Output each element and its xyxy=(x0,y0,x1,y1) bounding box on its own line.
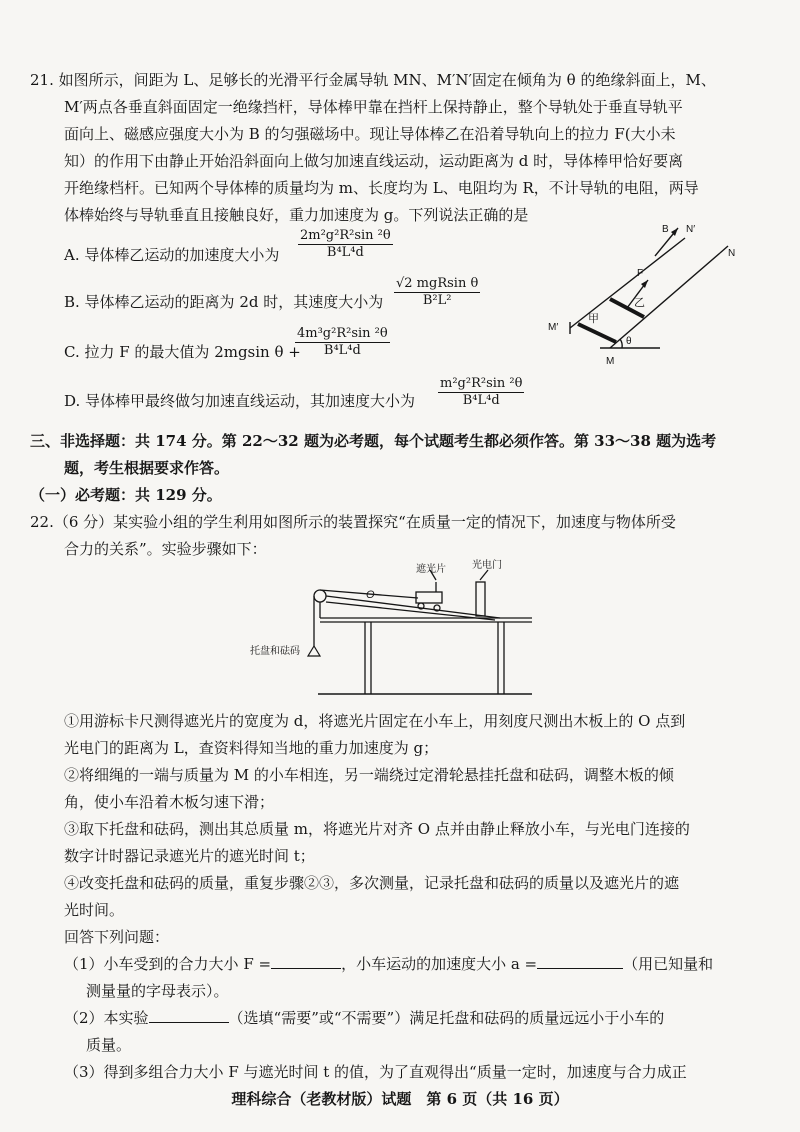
q21-line-3: 面向上、磁感应强度大小为 B 的匀强磁场中。现让导体棒乙在沿着导轨向上的拉力 F(大小未 xyxy=(64,125,676,143)
answer-intro: 回答下列问题： xyxy=(64,928,170,946)
option-b-numerator: √2 mgRsin θ xyxy=(396,276,479,291)
answer-blank-requirement[interactable] xyxy=(149,1022,229,1023)
option-a-numerator: 2m²g²R²sin ²θ xyxy=(300,228,391,243)
label-jia: 甲 xyxy=(588,313,599,325)
label-yi: 乙 xyxy=(634,297,645,309)
q22-step-1b: 光电门的距离为 L，查资料得知当地的重力加速度为 g； xyxy=(64,739,439,757)
q22-step-3b: 数字计时器记录遮光片的遮光时间 t； xyxy=(64,847,315,865)
section-3-line-2: 题，考生根据要求作答。 xyxy=(64,459,230,477)
q21-line-6: 体棒始终与导轨垂直且接触良好，重力加速度为 g。下列说法正确的是 xyxy=(64,206,529,224)
q22-step-4b: 光时间。 xyxy=(64,901,125,919)
sub-question-1-text-b: ，小车运动的加速度大小 a = xyxy=(341,955,538,973)
section-3-subheading: （一）必考题：共 129 分。 xyxy=(30,486,222,504)
sub-question-1-text-a: （1）小车受到的合力大小 F = xyxy=(64,955,272,973)
label-o: O xyxy=(366,589,375,601)
label-b: B xyxy=(662,224,669,235)
option-d-denominator: B⁴L⁴d xyxy=(462,393,500,408)
option-b-fraction xyxy=(394,276,480,309)
sub-question-3: （3）得到多组合力大小 F 与遮光时间 t 的值，为了直观得出“质量一定时，加速度与合力成正 xyxy=(64,1063,687,1081)
q21-line-2: M′两点各垂直斜面固定一绝缘挡杆，导体棒甲靠在挡杆上保持静止，整个导轨处于垂直导轨平 xyxy=(64,98,683,116)
section-3-line-1: 三、非选择题：共 174 分。第 22～32 题为必考题，每个试题考生都必须作答。第 33～38 题为选考 xyxy=(30,432,717,450)
option-b-denominator: B²L² xyxy=(422,293,452,308)
sub-question-1-cont: 测量量的字母表示）。 xyxy=(86,982,229,1000)
incline-rails-figure xyxy=(540,218,770,378)
option-d-label: D. 导体棒甲最终做匀加速直线运动，其加速度大小为 xyxy=(64,392,416,410)
label-theta: θ xyxy=(626,336,632,347)
q22-step-2b: 角，使小车沿着木板匀速下滑； xyxy=(64,793,275,811)
option-c-denominator: B⁴L⁴d xyxy=(323,343,361,358)
label-n: N xyxy=(728,248,736,259)
option-c-fraction xyxy=(295,326,390,359)
option-d-fraction xyxy=(438,376,524,409)
q22-step-4a: ④改变托盘和砝码的质量，重复步骤②③，多次测量，记录托盘和砝码的质量以及遮光片的遮 xyxy=(64,874,680,892)
option-a-denominator: B⁴L⁴d xyxy=(326,245,364,260)
sub-question-1-text-c: （用已知量和 xyxy=(623,955,714,973)
q21-line-4: 知）的作用下由静止开始沿斜面向上做匀加速直线运动，运动距离为 d 时，导体棒甲恰好要离 xyxy=(64,152,684,170)
q22-step-1a: ①用游标卡尺测得遮光片的宽度为 d，将遮光片固定在小车上，用刻度尺测出木板上的 O 点到 xyxy=(64,712,686,730)
label-f: F xyxy=(637,268,644,279)
answer-blank-force[interactable] xyxy=(271,968,341,969)
option-a-label: A. 导体棒乙运动的加速度大小为 xyxy=(64,246,280,264)
option-b-label: B. 导体棒乙运动的距离为 2d 时，其速度大小为 xyxy=(64,293,384,311)
q21-line-1: 21. 如图所示，间距为 L、足够长的光滑平行金属导轨 MN、M′N′固定在倾角为 θ 的绝缘斜面上，M、 xyxy=(30,71,716,89)
label-photogate: 光电门 xyxy=(472,560,502,571)
sub-question-2-text-a: （2）本实验 xyxy=(64,1009,149,1027)
sub-question-1 xyxy=(64,954,713,974)
sub-question-2-cont: 质量。 xyxy=(86,1036,132,1054)
apparatus-figure xyxy=(240,558,540,703)
option-d-numerator: m²g²R²sin ²θ xyxy=(440,376,523,391)
sub-question-2-text-b: （选填“需要”或“不需要”）满足托盘和砝码的质量远远小于小车的 xyxy=(228,1009,665,1027)
option-a-fraction xyxy=(298,228,393,261)
option-c-label: C. 拉力 F 的最大值为 2mgsin θ + xyxy=(64,343,301,361)
q22-intro-1: 22.（6 分）某实验小组的学生利用如图所示的装置探究“在质量一定的情况下，加速度与物体所受 xyxy=(30,513,676,531)
q22-intro-2: 合力的关系”。实验步骤如下： xyxy=(64,540,267,558)
label-n-prime: N′ xyxy=(686,224,696,235)
answer-blank-acceleration[interactable] xyxy=(537,968,623,969)
label-m-prime: M′ xyxy=(548,322,559,333)
label-shade: 遮光片 xyxy=(416,564,446,575)
sub-question-2 xyxy=(64,1008,664,1028)
q21-line-5: 开绝缘档杆。已知两个导体棒的质量均为 m、长度均为 L、电阻均为 R，不计导轨的电阻，两导 xyxy=(64,179,699,197)
q22-step-2a: ②将细绳的一端与质量为 M 的小车相连，另一端绕过定滑轮悬挂托盘和砝码，调整木板的倾 xyxy=(64,766,674,784)
q22-step-3a: ③取下托盘和砝码，测出其总质量 m，将遮光片对齐 O 点并由静止释放小车，与光电门连接的 xyxy=(64,820,690,838)
page-footer: 理科综合（老教材版）试题 第 6 页（共 16 页） xyxy=(231,1090,569,1108)
label-tray-weights: 托盘和砝码 xyxy=(250,646,300,657)
label-m: M xyxy=(606,356,615,367)
option-c-numerator: 4m³g²R²sin ²θ xyxy=(297,326,388,341)
